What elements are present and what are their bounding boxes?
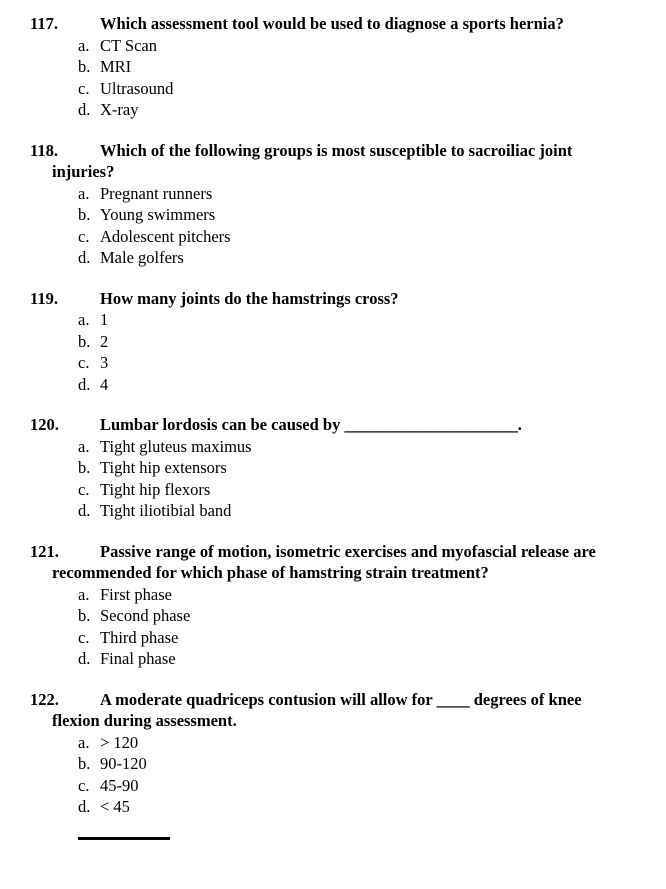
option-letter: a. xyxy=(78,35,90,55)
option-letter: d. xyxy=(78,797,91,816)
question-number: 121. xyxy=(30,541,59,561)
option-text: Final phase xyxy=(100,649,176,668)
option-row xyxy=(78,331,666,353)
question-heading xyxy=(30,13,596,35)
question-text: Passive range of motion, isometric exercises and myofascial release are recommended for which phase of hamstring strain treatment? xyxy=(52,541,596,582)
question-heading xyxy=(30,541,596,584)
option-letter: b. xyxy=(78,606,91,625)
option-letter: c. xyxy=(78,353,90,372)
question-heading xyxy=(30,414,596,436)
option-text: Tight hip flexors xyxy=(100,479,211,499)
option-row xyxy=(78,352,666,374)
option-row xyxy=(78,35,666,57)
option-letter: b. xyxy=(78,458,91,477)
option-text: CT Scan xyxy=(100,35,157,55)
option-text: Male golfers xyxy=(100,248,184,267)
option-text: Pregnant runners xyxy=(100,183,213,203)
option-row xyxy=(78,648,666,670)
options-list xyxy=(0,584,666,670)
option-letter: a. xyxy=(78,310,90,329)
option-text: 4 xyxy=(100,374,109,394)
question-heading xyxy=(30,140,596,183)
option-row xyxy=(78,584,666,606)
option-letter: a. xyxy=(78,732,90,752)
option-text: < 45 xyxy=(100,797,130,816)
option-row xyxy=(78,627,666,649)
clipped-text-fragment xyxy=(78,837,170,840)
question-text: Which assessment tool would be used to diagnose a sports hernia? xyxy=(100,14,564,33)
option-text: > 120 xyxy=(100,732,139,752)
option-row xyxy=(78,309,666,331)
option-text: Tight iliotibial band xyxy=(100,501,232,520)
question-heading xyxy=(30,689,596,732)
option-row xyxy=(78,436,666,458)
option-text: Tight hip extensors xyxy=(100,458,227,477)
question-block xyxy=(0,13,666,121)
option-letter: b. xyxy=(78,754,91,773)
option-letter: d. xyxy=(78,100,91,119)
option-text: Third phase xyxy=(100,627,179,647)
option-letter: b. xyxy=(78,205,91,224)
option-letter: d. xyxy=(78,649,91,668)
question-text: Which of the following groups is most susceptible to sacroiliac joint injuries? xyxy=(52,140,573,181)
option-row xyxy=(78,775,666,797)
option-text: 2 xyxy=(100,331,109,351)
option-row xyxy=(78,457,666,479)
question-text: A moderate quadriceps contusion will allow for ____ degrees of knee flexion during assessment. xyxy=(52,689,582,730)
question-number: 119. xyxy=(30,288,58,308)
option-row xyxy=(78,374,666,396)
option-letter: c. xyxy=(78,627,90,647)
question-number: 120. xyxy=(30,415,59,434)
questions-list xyxy=(0,13,666,818)
option-row xyxy=(78,796,666,818)
option-text: X-ray xyxy=(100,100,139,119)
option-row xyxy=(78,99,666,121)
question-block xyxy=(0,288,666,396)
option-row xyxy=(78,605,666,627)
question-text: How many joints do the hamstrings cross? xyxy=(100,288,399,308)
option-row xyxy=(78,56,666,78)
option-row xyxy=(78,226,666,248)
option-text: MRI xyxy=(100,57,132,76)
option-letter: c. xyxy=(78,226,90,246)
options-list xyxy=(0,309,666,395)
option-letter: d. xyxy=(78,501,91,520)
option-row xyxy=(78,247,666,269)
question-text: Lumbar lordosis can be caused by _____________________. xyxy=(100,415,522,434)
option-letter: a. xyxy=(78,584,90,604)
option-letter: d. xyxy=(78,248,91,267)
option-text: Adolescent pitchers xyxy=(100,226,231,246)
options-list xyxy=(0,35,666,121)
option-text: 45-90 xyxy=(100,775,139,795)
option-text: First phase xyxy=(100,584,172,604)
options-list xyxy=(0,732,666,818)
option-letter: a. xyxy=(78,436,90,456)
question-block xyxy=(0,414,666,522)
option-row xyxy=(78,183,666,205)
question-heading xyxy=(30,288,596,310)
option-letter: d. xyxy=(78,374,91,394)
option-letter: c. xyxy=(78,775,90,795)
option-text: Ultrasound xyxy=(100,78,174,98)
option-row xyxy=(78,753,666,775)
option-letter: b. xyxy=(78,331,91,351)
question-number: 122. xyxy=(30,689,59,709)
option-text: Young swimmers xyxy=(100,205,216,224)
option-text: 90-120 xyxy=(100,754,147,773)
question-block xyxy=(0,140,666,269)
option-row xyxy=(78,204,666,226)
option-letter: a. xyxy=(78,183,90,203)
option-text: 3 xyxy=(100,353,109,372)
option-row xyxy=(78,732,666,754)
option-letter: c. xyxy=(78,78,90,98)
option-text: Tight gluteus maximus xyxy=(100,436,252,456)
options-list xyxy=(0,183,666,269)
option-row xyxy=(78,479,666,501)
question-block xyxy=(0,541,666,670)
options-list xyxy=(0,436,666,522)
question-number: 118. xyxy=(30,140,58,160)
option-row xyxy=(78,78,666,100)
option-text: Second phase xyxy=(100,606,191,625)
option-letter: b. xyxy=(78,57,91,76)
option-row xyxy=(78,500,666,522)
option-text: 1 xyxy=(100,310,109,329)
option-letter: c. xyxy=(78,479,90,499)
question-number: 117. xyxy=(30,14,58,33)
question-block xyxy=(0,689,666,818)
